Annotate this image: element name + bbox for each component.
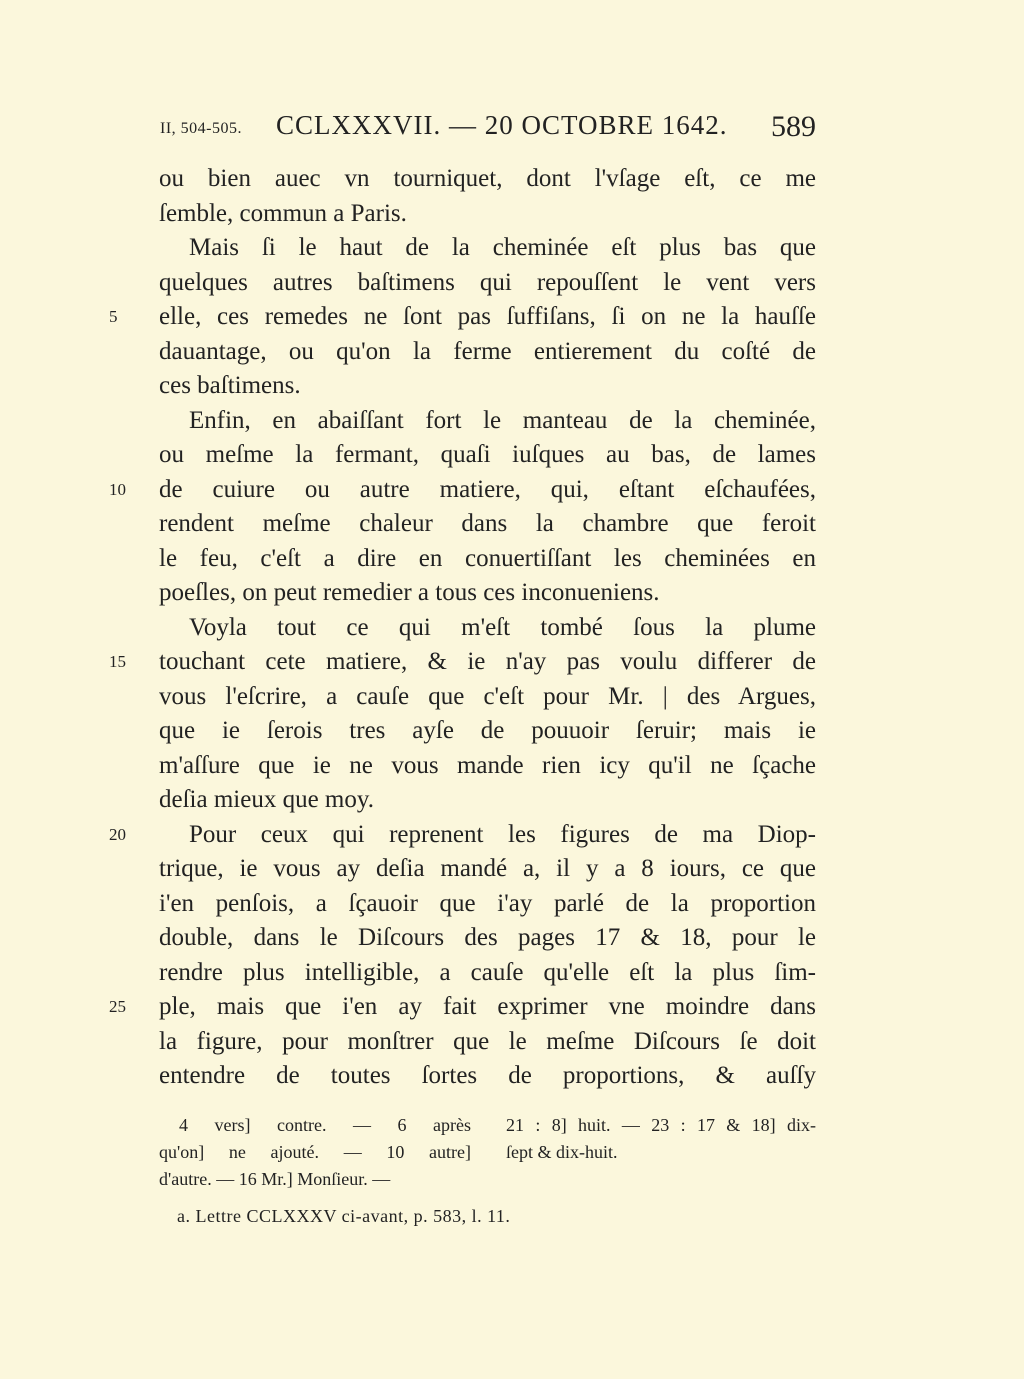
text-line: [109, 300, 816, 335]
text-line: [159, 197, 816, 232]
text-line: [159, 507, 816, 542]
text-line: [159, 611, 816, 646]
line-text: la figure, pour monſtrer que le meſme Diſcours ſe doit: [159, 1027, 816, 1055]
line-text: ou meſme la fermant, quaſi iuſques au bas, de lames: [159, 441, 816, 468]
text-line: [159, 887, 816, 922]
text-line: [159, 1059, 816, 1094]
text-line: [159, 231, 816, 266]
text-line: [159, 714, 816, 749]
line-text: dauantage, ou qu'on la ferme entierement du coſté de: [159, 337, 816, 365]
line-text: ces baſtimens.: [159, 372, 301, 399]
text-line: [159, 921, 816, 956]
text-line: [159, 783, 816, 818]
line-text: que ie ſerois tres ayſe de pouuoir ſeruir; mais ie: [159, 717, 816, 744]
line-text: trique, ie vous ay deſia mandé a, il y a 8 iours, ce que: [159, 855, 816, 882]
line-text: vous l'eſcrire, a cauſe que c'eſt pour Mr. | des Argues,: [159, 682, 816, 710]
text-line: [109, 818, 816, 853]
line-number: 5: [109, 307, 118, 326]
line-text: entendre de toutes ſortes de proportions, & auſſy: [159, 1062, 816, 1089]
footnote: a. Lettre CCLXXXV ci-avant, p. 583, l. 11.: [177, 1206, 511, 1226]
edition-reference: II, 504-505.: [160, 120, 242, 137]
page-header: [160, 110, 816, 150]
line-text: m'aſſure que ie ne vous mande rien icy qu'il ne ſçache: [159, 751, 816, 779]
text-line: [159, 542, 816, 577]
letter-body: [109, 162, 816, 1094]
text-line: [109, 473, 816, 508]
line-text: le feu, c'eſt a dire en conuertiſſant les cheminées en: [159, 544, 816, 572]
variant-notes-column-2: [506, 1112, 816, 1166]
line-text: de cuiure ou autre matiere, qui, eſtant eſchaufées,: [159, 475, 816, 503]
line-number: 15: [109, 652, 126, 671]
line-text: poeſles, on peut remedier a tous ces inconueniens.: [159, 579, 660, 606]
line-text: Voyla tout ce qui m'eſt tombé ſous la plume: [189, 613, 816, 641]
variant-note-line: 21 : 8] huit. — 23 : 17 & 18] dix-: [506, 1115, 816, 1135]
line-text: Pour ceux qui reprenent les figures de ma Diop-: [189, 820, 816, 848]
line-text: ſemble, commun a Paris.: [159, 199, 407, 227]
text-line: [159, 680, 816, 715]
variant-note-line: d'autre. — 16 Mr.] Monſieur. —: [159, 1169, 391, 1189]
text-line: [159, 335, 816, 370]
line-number: 25: [109, 997, 126, 1016]
text-line: [159, 369, 816, 404]
variant-notes-column-1: [159, 1112, 471, 1193]
line-text: ple, mais que i'en ay fait exprimer vne moindre dans: [159, 993, 816, 1020]
line-text: Enfin, en abaiſſant fort le manteau de la cheminée,: [189, 406, 816, 434]
text-line: [159, 576, 816, 611]
text-line: [159, 438, 816, 473]
text-line: [159, 266, 816, 301]
line-text: rendent meſme chaleur dans la chambre que feroit: [159, 510, 816, 537]
letter-title: CCLXXXVII. — 20 OCTOBRE 1642.: [276, 110, 728, 140]
text-line: [159, 956, 816, 991]
variant-note-line: 4 vers] contre. — 6 après: [179, 1115, 471, 1135]
line-text: quelques autres baſtimens qui repouſſent le vent vers: [159, 268, 816, 296]
line-number: 10: [109, 479, 126, 499]
line-text: rendre plus intelligible, a cauſe qu'elle eſt la plus ſim-: [159, 958, 816, 986]
variant-note-line: ſept & dix-huit.: [506, 1142, 618, 1162]
line-text: ou bien auec vn tourniquet, dont l'vſage eſt, ce me: [159, 165, 816, 192]
text-line: [159, 1025, 816, 1060]
line-text: touchant cete matiere, & ie n'ay pas voulu differer de: [159, 648, 816, 675]
text-line: [159, 404, 816, 439]
variant-note-line: qu'on] ne ajouté. — 10 autre]: [159, 1142, 471, 1162]
page-number: 589: [771, 110, 816, 143]
line-text: elle, ces remedes ne ſont pas ſuffiſans, ſi on ne la hauſſe: [159, 303, 816, 330]
line-text: i'en penſois, a ſçauoir que i'ay parlé de la proportion: [159, 889, 816, 917]
text-line: [159, 749, 816, 784]
line-text: Mais ſi le haut de la cheminée eſt plus bas que: [189, 234, 816, 261]
line-text: double, dans le Diſcours des pages 17 & 18, pour le: [159, 924, 816, 951]
text-line: [109, 990, 816, 1025]
text-line: [109, 645, 816, 680]
line-text: deſia mieux que moy.: [159, 786, 374, 813]
line-number: 20: [109, 824, 126, 844]
text-line: [159, 162, 816, 197]
text-line: [159, 852, 816, 887]
